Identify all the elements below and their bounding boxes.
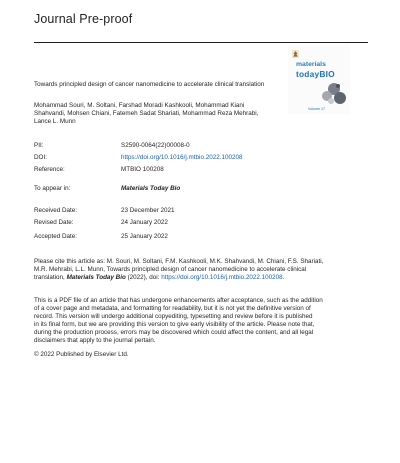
citation-line [34, 274, 368, 282]
citation-paragraph [34, 258, 368, 282]
journal-cover-thumbnail [288, 46, 350, 114]
revised-date-label: Revised Date: [34, 219, 74, 226]
authors-line: Lance L. Munn [34, 118, 76, 125]
journal-preproof-title: Journal Pre-proof [34, 12, 133, 26]
cover-brand-bio: BIO [319, 69, 335, 79]
pii-label: PII: [34, 142, 44, 149]
cover-brand-today: today [296, 69, 320, 79]
citation-line: M.R. Mehrabi, L.L. Munn, Towards principled design of cancer nanomedicine to accelerate clinical [34, 266, 307, 273]
copyright-notice: © 2022 Published by Elsevier Ltd. [34, 351, 129, 358]
cover-brand-today-bio [296, 69, 335, 79]
pii-value: S2590-0064(22)00008-0 [121, 142, 190, 149]
reference-label: Reference: [34, 166, 65, 173]
disclaimer-line: disclaimers that apply to the journal pertain. [34, 337, 156, 344]
disclaimer-line: record. This version will undergo additional copyediting, typesetting and review before it is published [34, 313, 313, 320]
cover-volume: Volume 17 [308, 107, 325, 111]
doi-link[interactable]: https://doi.org/10.1016/j.mtbio.2022.100208 [121, 154, 243, 161]
citation-text: translation, [34, 274, 67, 281]
reference-value: MTBIO 100208 [121, 166, 164, 173]
citation-text: . [282, 274, 285, 281]
to-appear-label: To appear in: [34, 185, 71, 192]
disclaimer-line: of a cover page and metadata, and formatting for readability, but it is not yet the definitive version of [34, 305, 311, 312]
authors-line: Mohammad Souri, M. Soltani, Farshad Moradi Kashkooli, Mohammad Kiani [34, 102, 245, 109]
citation-journal: Materials Today Bio [66, 274, 126, 281]
elsevier-logo-icon [292, 50, 299, 58]
article-title: Towards principled design of cancer nanomedicine to accelerate clinical translation [34, 81, 265, 88]
citation-line: Please cite this article as: M. Souri, M. Soltani, F.M. Kashkooli, M.K. Shahvandi, M. Chiani, F.S. Shariati, [34, 258, 324, 265]
citation-text: (2022), doi: [125, 274, 162, 281]
to-appear-value: Materials Today Bio [121, 185, 181, 192]
cover-brand-materials: materials [296, 61, 326, 68]
authors-line: Shahvandi, Mohsen Chiani, Fatemeh Sadat Shariati, Mohammad Reza Mehrabi, [34, 110, 259, 117]
authors [34, 102, 294, 126]
disclaimer-line: in its final form, but we are providing this version to give early visibility of the article. Please note that, [34, 321, 315, 328]
header-rule [34, 42, 368, 43]
received-date-label: Received Date: [34, 207, 78, 214]
accepted-date-label: Accepted Date: [34, 233, 78, 240]
disclaimer-paragraph [34, 297, 368, 345]
received-date-value: 23 December 2021 [121, 207, 175, 214]
disclaimer-line: This is a PDF file of an article that has undergone enhancements after acceptance, such as the addition [34, 297, 323, 304]
accepted-date-value: 25 January 2022 [121, 233, 168, 240]
revised-date-value: 24 January 2022 [121, 219, 168, 226]
citation-doi-link[interactable]: https://doi.org/10.1016/j.mtbio.2022.100208 [161, 274, 283, 281]
disclaimer-line: during the production process, errors may be discovered which could affect the content, and all legal [34, 329, 314, 336]
doi-label: DOI: [34, 154, 47, 161]
